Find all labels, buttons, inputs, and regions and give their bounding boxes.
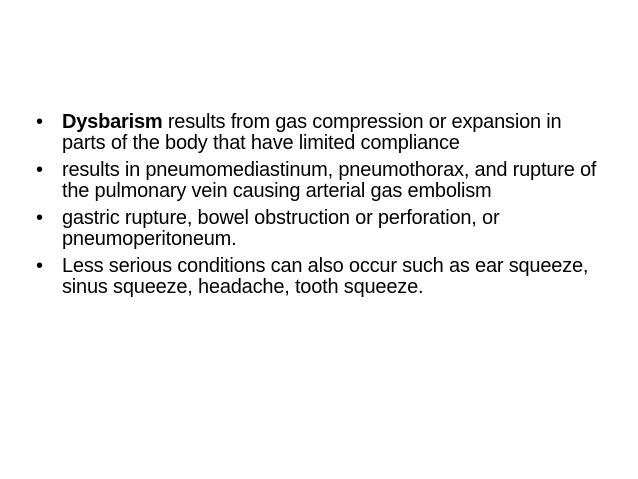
bullet-item: [36, 208, 606, 249]
bullet-item: [36, 112, 606, 153]
bullet-text: results from gas compression or expansion in parts of the body that have limited compliance: [62, 111, 562, 154]
bullet-dot-icon: •: [36, 159, 43, 181]
bullet-item: [36, 160, 606, 201]
bullet-text: results in pneumomediastinum, pneumothorax, and rupture of the pulmonary vein causing arterial gas embolism: [62, 159, 597, 202]
bullet-text: gastric rupture, bowel obstruction or perforation, or pneumoperitoneum.: [62, 207, 500, 250]
bullet-dot-icon: •: [36, 111, 43, 133]
bullet-dot-icon: •: [36, 255, 43, 277]
bullet-text: Less serious conditions can also occur such as ear squeeze, sinus squeeze, headache, tooth squeeze.: [62, 255, 589, 298]
bullet-list: [36, 112, 606, 297]
bullet-bold-term: Dysbarism: [62, 111, 163, 133]
bullet-item: [36, 256, 606, 297]
bullet-dot-icon: •: [36, 207, 43, 229]
